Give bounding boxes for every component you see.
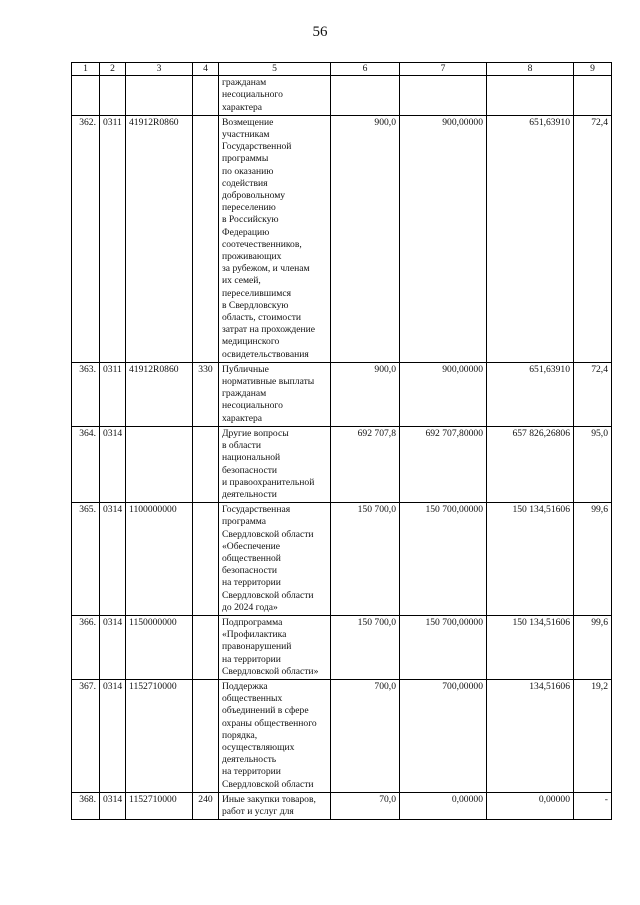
target-article-cell: 1150000000 [126,615,193,679]
target-article-cell [126,426,193,502]
target-article-cell: 41912R0860 [126,362,193,426]
executed-amount-cell: 651,63910 [487,362,574,426]
page-number: 56 [312,24,328,40]
item-name-line: программы [222,153,269,165]
column-header: 9 [574,63,612,76]
execution-percent-cell: 99,6 [574,503,612,616]
item-name-line: нормативные выплаты [222,376,315,388]
item-name-line: затрат на прохождение [222,324,316,336]
refined-amount-cell: 700,00000 [400,679,487,792]
table-row [72,362,612,426]
executed-amount-cell: 0,00000 [487,792,574,819]
row-number-cell: 362. [72,115,100,362]
row-number-cell [72,76,100,116]
execution-percent-cell: 19,2 [574,679,612,792]
expense-type-cell: 330 [193,362,219,426]
item-name-line: участникам [222,129,270,141]
column-header: 8 [487,63,574,76]
expense-type-cell [193,115,219,362]
item-name-cell [219,792,331,819]
item-name-line: гражданам [222,77,267,89]
item-name-line: работ и услуг для [222,805,294,817]
item-name-line: область, стоимости [222,312,302,324]
item-name-cell [219,615,331,679]
item-name-line: охраны общественного [222,717,317,729]
executed-amount-cell: 651,63910 [487,115,574,362]
execution-percent-cell: 95,0 [574,426,612,502]
item-name-line: безопасности [222,464,278,476]
table-body [72,76,612,820]
plan-amount-cell: 150 700,0 [331,615,400,679]
column-header: 3 [126,63,193,76]
item-name-cell [219,503,331,616]
executed-amount-cell: 657 826,26806 [487,426,574,502]
expense-type-cell [193,76,219,116]
item-name-line: добровольному [222,190,286,202]
row-number-cell: 368. [72,792,100,819]
execution-percent-cell: 72,4 [574,115,612,362]
item-name-line: несоциального [222,400,283,412]
row-number-cell: 363. [72,362,100,426]
item-name-line: гражданам [222,388,267,400]
item-name-line: Государственная [222,504,291,516]
item-name-line: характера [222,101,263,113]
expense-type-cell [193,679,219,792]
section-code-cell: 0314 [100,679,126,792]
item-name-line: за рубежом, и членам [222,263,310,275]
item-name-line: Подпрограмма [222,616,283,628]
column-header: 1 [72,63,100,76]
plan-amount-cell: 70,0 [331,792,400,819]
refined-amount-cell: 900,00000 [400,115,487,362]
column-header: 7 [400,63,487,76]
item-name-line: общественной [222,552,281,564]
item-name-line: программа [222,516,267,528]
item-name-line: Возмещение [222,116,274,128]
section-code-cell [100,76,126,116]
row-number-cell: 365. [72,503,100,616]
execution-percent-cell [574,76,612,116]
item-name-line: несоциального [222,89,283,101]
item-name-line: в области [222,440,261,452]
item-name-line: «Профилактика [222,629,287,641]
plan-amount-cell: 900,0 [331,115,400,362]
plan-amount-cell: 700,0 [331,679,400,792]
execution-percent-cell: - [574,792,612,819]
expense-type-cell [193,615,219,679]
refined-amount-cell: 692 707,80000 [400,426,487,502]
plan-amount-cell: 692 707,8 [331,426,400,502]
item-name-cell [219,76,331,116]
item-name-line: по оказанию [222,165,274,177]
column-header: 4 [193,63,219,76]
table-row [72,679,612,792]
section-code-cell: 0311 [100,115,126,362]
plan-amount-cell: 150 700,0 [331,503,400,616]
column-header: 5 [219,63,331,76]
item-name-line: Свердловской области [222,778,314,790]
expense-type-cell [193,503,219,616]
item-name-line: в Российскую [222,214,279,226]
item-name-line: Федерацию [222,226,270,238]
row-number-cell: 366. [72,615,100,679]
target-article-cell: 1152710000 [126,792,193,819]
item-name-cell [219,426,331,502]
item-name-line: Публичные [222,363,269,375]
executed-amount-cell: 150 134,51606 [487,503,574,616]
section-code-cell: 0311 [100,362,126,426]
item-name-cell [219,115,331,362]
refined-amount-cell: 150 700,00000 [400,503,487,616]
section-code-cell: 0314 [100,615,126,679]
target-article-cell: 1100000000 [126,503,193,616]
section-code-cell: 0314 [100,503,126,616]
item-name-line: в Свердловскую [222,299,289,311]
item-name-cell [219,679,331,792]
refined-amount-cell: 900,00000 [400,362,487,426]
executed-amount-cell: 150 134,51606 [487,615,574,679]
column-header: 2 [100,63,126,76]
item-name-line: национальной [222,452,281,464]
table-row [72,792,612,819]
item-name-line: Другие вопросы [222,427,289,439]
execution-percent-cell: 72,4 [574,362,612,426]
table-header-row [72,63,612,76]
item-name-line: деятельности [222,488,277,500]
item-name-line: проживающих [222,251,282,263]
item-name-line: Свердловской области [222,528,314,540]
budget-table [71,62,612,820]
executed-amount-cell: 134,51606 [487,679,574,792]
item-name-line: на территории [222,577,281,589]
plan-amount-cell [331,76,400,116]
item-name-line: переселению [222,202,276,214]
section-code-cell: 0314 [100,792,126,819]
row-number-cell: 367. [72,679,100,792]
item-name-line: медицинского [222,336,280,348]
expense-type-cell: 240 [193,792,219,819]
refined-amount-cell [400,76,487,116]
execution-percent-cell: 99,6 [574,615,612,679]
item-name-line: «Обеспечение [222,540,280,552]
item-name-line: Свердловской области» [222,665,319,677]
item-name-line: соотечественников, [222,238,302,250]
item-name-line: общественных [222,693,283,705]
item-name-line: безопасности [222,565,278,577]
table-row [72,115,612,362]
item-name-line: правонарушений [222,641,292,653]
item-name-line: характера [222,412,263,424]
item-name-line: объединений в сфере [222,705,309,717]
column-header: 6 [331,63,400,76]
item-name-line: Свердловской области [222,589,314,601]
row-number-cell: 364. [72,426,100,502]
item-name-line: порядка, [222,729,258,741]
table-row [72,615,612,679]
item-name-line: до 2024 года» [222,601,278,613]
item-name-line: и правоохранительной [222,476,315,488]
target-article-cell [126,76,193,116]
target-article-cell: 41912R0860 [126,115,193,362]
item-name-line: освидетельствования [222,348,309,360]
item-name-line: осуществляющих [222,741,295,753]
plan-amount-cell: 900,0 [331,362,400,426]
table-row [72,76,612,116]
refined-amount-cell: 150 700,00000 [400,615,487,679]
table-row [72,426,612,502]
item-name-line: Иные закупки товаров, [222,793,316,805]
item-name-line: Государственной [222,141,292,153]
refined-amount-cell: 0,00000 [400,792,487,819]
executed-amount-cell [487,76,574,116]
section-code-cell: 0314 [100,426,126,502]
item-name-line: переселившимся [222,287,292,299]
expense-type-cell [193,426,219,502]
item-name-line: на территории [222,653,281,665]
item-name-line: их семей, [222,275,261,287]
item-name-line: на территории [222,766,281,778]
target-article-cell: 1152710000 [126,679,193,792]
item-name-line: деятельность [222,754,277,766]
item-name-line: Поддержка [222,680,268,692]
item-name-line: содействия [222,177,268,189]
table-row [72,503,612,616]
item-name-cell [219,362,331,426]
